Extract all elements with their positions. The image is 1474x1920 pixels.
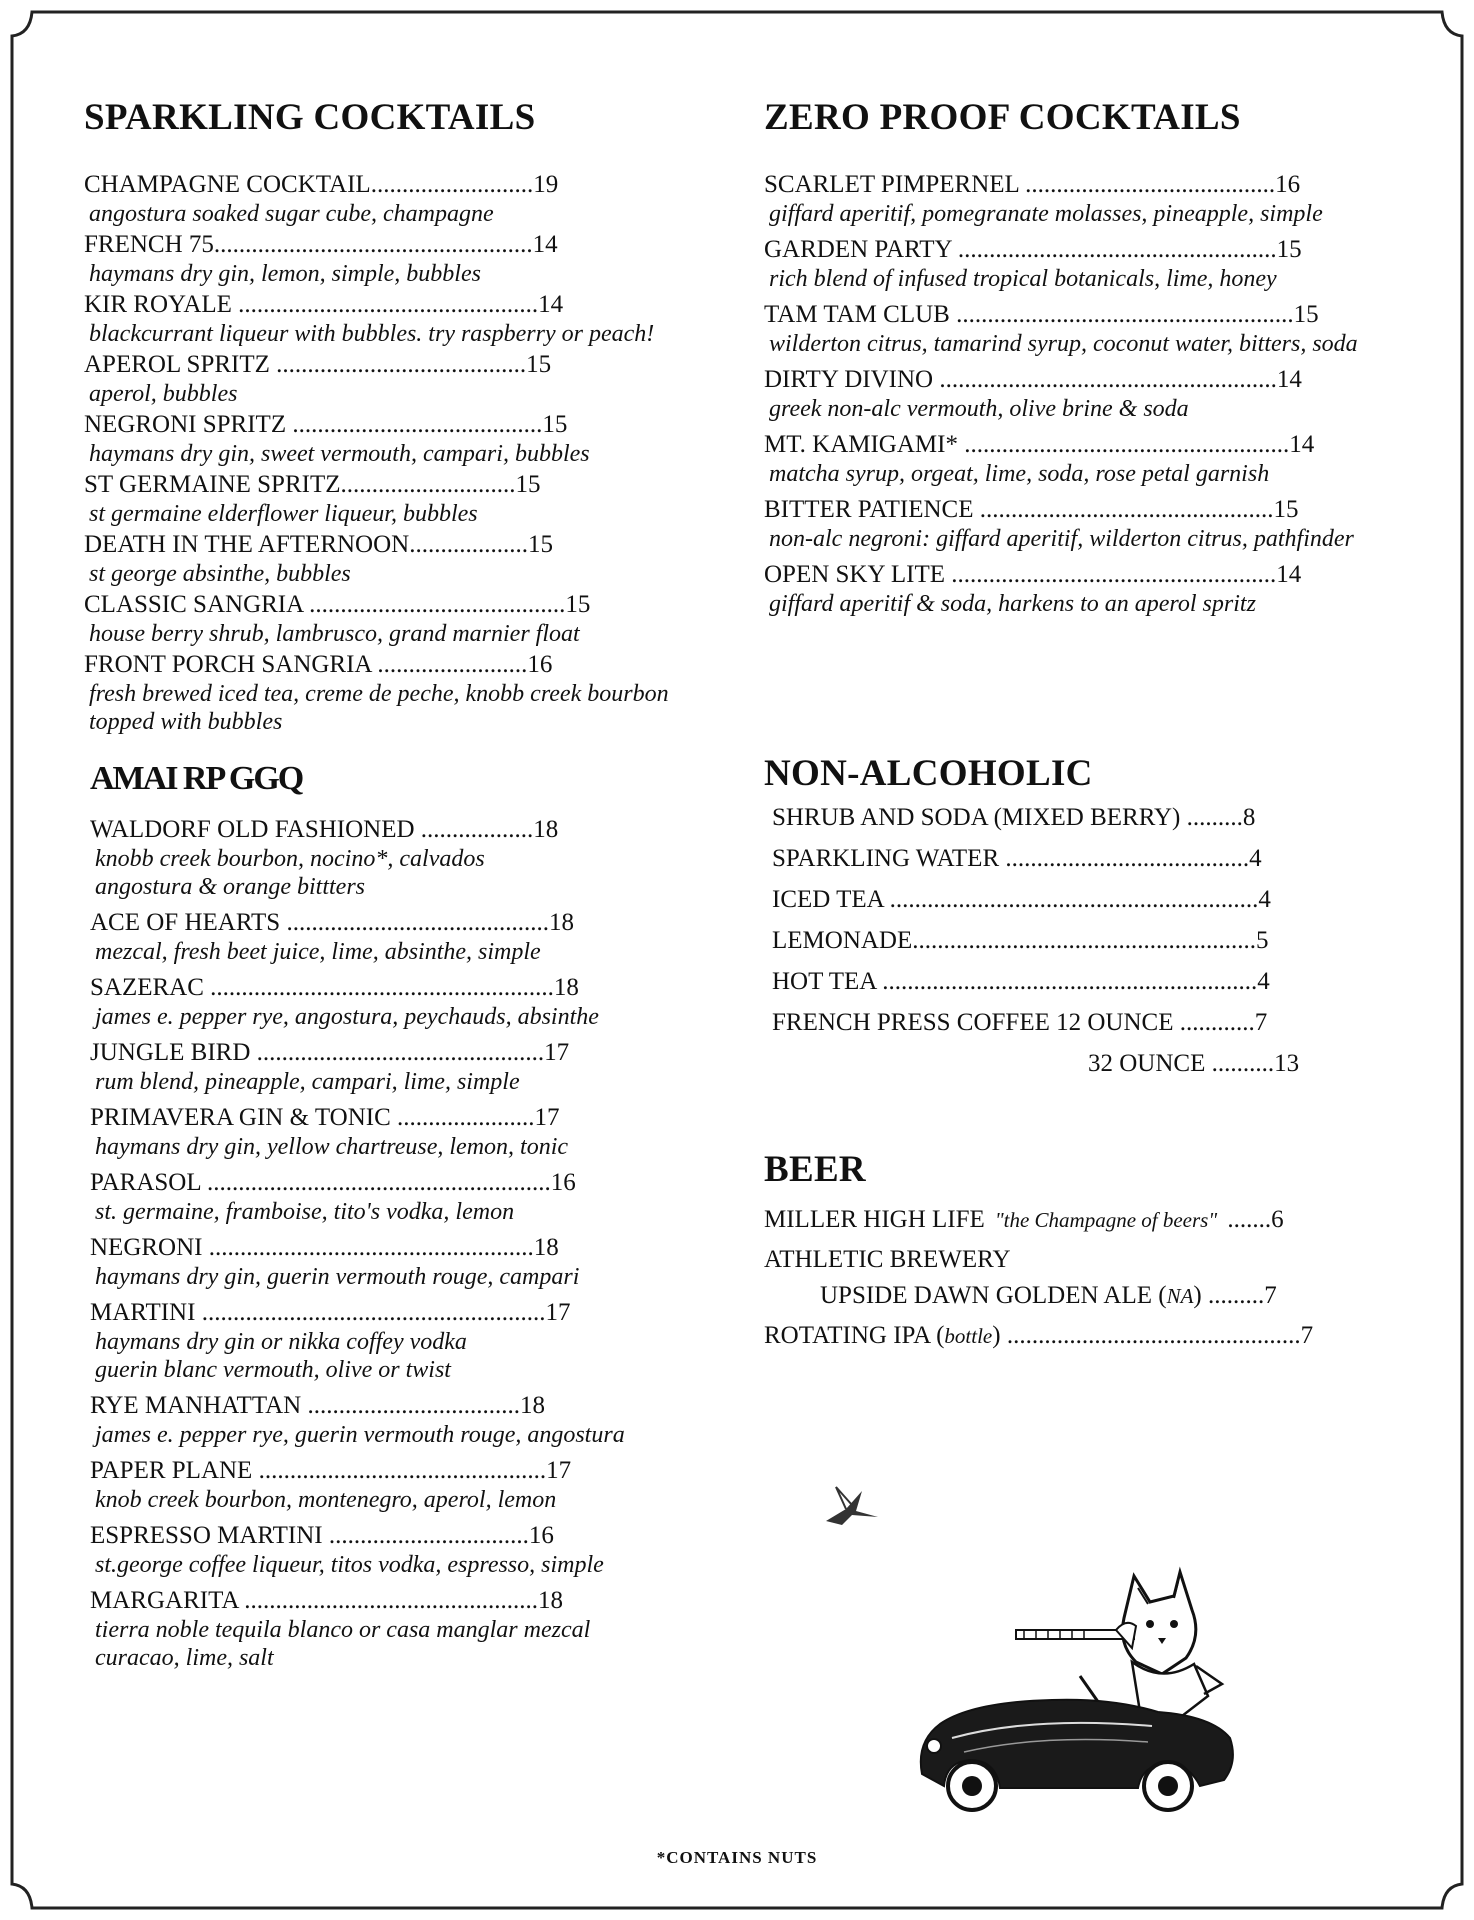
menu-item (90, 1521, 710, 1579)
item-name-line (764, 1245, 1384, 1275)
item-description: topped with bubbles (89, 709, 283, 735)
item-name: SAZERAC (90, 974, 204, 1001)
item-name: MARGARITA (90, 1587, 239, 1614)
item-price: 16 (527, 651, 553, 678)
item-price: 14 (1289, 431, 1315, 458)
item-price: 15 (1273, 496, 1299, 523)
item-description: giffard aperitif, pomegranate molasses, pineapple, simple (769, 201, 1323, 227)
menu-item (764, 560, 1384, 618)
item-name-line (84, 350, 704, 380)
dog-in-car-illustration (912, 1566, 1242, 1816)
item-price: 14 (1276, 561, 1302, 588)
item-name-line (764, 1205, 1384, 1235)
dot-leader: ........................................................... (883, 886, 1259, 913)
item-name-line (764, 430, 1384, 460)
item-name: FRONT PORCH SANGRIA (84, 651, 372, 678)
amaro-cocktails-list (90, 815, 710, 1679)
item-name-line (90, 815, 710, 845)
dot-leader: ............................................... (1000, 1322, 1301, 1349)
menu-item (764, 300, 1384, 358)
dot-leader: ................................................... (213, 231, 533, 258)
item-name-line (764, 560, 1384, 590)
item-name-line (90, 908, 710, 938)
dot-leader: ........................................ (286, 411, 543, 438)
item-description: blackcurrant liqueur with bubbles. try raspberry or peach! (89, 321, 655, 347)
item-price: 15 (565, 591, 591, 618)
item-name-line (84, 650, 704, 680)
item-name: ATHLETIC BREWERY (764, 1246, 1011, 1273)
menu-item (90, 1456, 710, 1514)
item-name: FRENCH PRESS COFFEE 12 OUNCE (772, 1009, 1174, 1036)
dot-leader: ......... (1201, 1282, 1265, 1309)
item-name-line (772, 1008, 1392, 1038)
item-price: 4 (1257, 968, 1270, 995)
dot-leader: ....................................... (999, 845, 1250, 872)
item-name: SHRUB AND SODA (MIXED BERRY) (772, 804, 1181, 831)
item-name: UPSIDE DAWN GOLDEN ALE ( (820, 1282, 1167, 1309)
item-name: KIR ROYALE (84, 291, 232, 318)
item-description: wilderton citrus, tamarind syrup, coconut water, bitters, soda (769, 331, 1358, 357)
item-name-tail: ) (992, 1322, 1001, 1349)
item-name-line (84, 530, 704, 560)
beer-list (764, 1205, 1384, 1361)
item-price: 7 (1300, 1322, 1314, 1349)
dot-leader: ....... (1221, 1206, 1272, 1233)
item-price: 15 (527, 531, 553, 558)
item-description: st george absinthe, bubbles (89, 561, 351, 587)
dot-leader: ............................ (340, 471, 516, 498)
dot-leader: ........................ (371, 651, 528, 678)
beer-heading: BEER (764, 1149, 866, 1190)
menu-item (764, 1321, 1384, 1351)
dot-leader: .................................................... (202, 1234, 534, 1261)
dot-leader: ................................................ (231, 291, 539, 318)
item-price: 7 (1254, 1009, 1268, 1036)
menu-item (90, 815, 710, 901)
menu-item (90, 1586, 710, 1672)
item-description: james e. pepper rye, angostura, peychauds, absinthe (95, 1004, 599, 1030)
menu-item (84, 650, 704, 736)
menu-item (84, 530, 704, 588)
bird-illustration (822, 1483, 882, 1527)
dot-leader: ................................ (322, 1522, 529, 1549)
menu-item (90, 1103, 710, 1161)
item-name: ACE OF HEARTS (90, 909, 281, 936)
dot-leader: ............................................... (973, 496, 1274, 523)
menu-item (772, 803, 1392, 833)
menu-item (772, 926, 1392, 956)
dot-leader: .......... (1205, 1050, 1275, 1077)
menu-item (772, 844, 1392, 874)
item-name-line (90, 1103, 710, 1133)
item-name-line (90, 1168, 710, 1198)
item-description: haymans dry gin, guerin vermouth rouge, campari (95, 1264, 580, 1290)
item-name-line (1088, 1049, 1392, 1079)
dot-leader: .................................................... (957, 431, 1290, 458)
item-name: CHAMPAGNE COCKTAIL (84, 171, 371, 198)
dot-leader: ........................................ (269, 351, 527, 378)
item-name-line (764, 1321, 1384, 1351)
menu-item (772, 885, 1392, 915)
item-description: james e. pepper rye, guerin vermouth rouge, angostura (95, 1422, 625, 1448)
item-name-line (772, 844, 1392, 874)
menu-item (84, 590, 704, 648)
item-name: PRIMAVERA GIN & TONIC (90, 1104, 391, 1131)
item-price: 15 (1293, 301, 1319, 328)
item-name: OPEN SKY LITE (764, 561, 946, 588)
dot-leader: ....................................................... (195, 1299, 546, 1326)
menu-item (84, 290, 704, 348)
item-description: greek non-alc vermouth, olive brine & soda (769, 396, 1189, 422)
dot-leader: ....................................................... (200, 1169, 551, 1196)
item-description: angostura soaked sugar cube, champagne (89, 201, 494, 227)
item-name-line (90, 1521, 710, 1551)
item-description: matcha syrup, orgeat, lime, soda, rose petal garnish (769, 461, 1270, 487)
item-price: 18 (519, 1392, 545, 1419)
item-name: CLASSIC SANGRIA (84, 591, 303, 618)
dot-leader: ............................................... (238, 1587, 539, 1614)
item-name: ST GERMAINE SPRITZ (84, 471, 341, 498)
menu-item (90, 908, 710, 966)
dot-leader: ...................... (390, 1104, 535, 1131)
item-name-line (772, 803, 1392, 833)
dot-leader: .......................................... (280, 909, 549, 936)
item-price: 17 (544, 1039, 570, 1066)
item-price: 16 (1275, 171, 1301, 198)
item-name-line (90, 1038, 710, 1068)
menu-item (764, 1245, 1384, 1275)
item-name-tail: ) (1193, 1282, 1202, 1309)
item-name: SPARKLING WATER (772, 845, 1000, 872)
item-name-line (772, 967, 1392, 997)
item-price: 14 (538, 291, 564, 318)
item-price: 5 (1256, 927, 1269, 954)
dot-leader: ............................................................ (875, 968, 1258, 995)
item-name: MT. KAMIGAMI* (764, 431, 958, 458)
menu-item (764, 235, 1384, 293)
item-name: LEMONADE (772, 927, 913, 954)
item-description: aperol, bubbles (89, 381, 238, 407)
menu-item (84, 350, 704, 408)
contains-nuts-footnote: *CONTAINS NUTS (656, 1848, 818, 1867)
item-price: 18 (533, 1234, 559, 1261)
item-price: 14 (1276, 366, 1302, 393)
non-alcoholic-heading: NON-ALCOHOLIC (764, 753, 1093, 794)
item-name: JUNGLE BIRD (90, 1039, 251, 1066)
menu-item (764, 1205, 1384, 1235)
item-description: angostura & orange bittters (95, 874, 366, 900)
dot-leader: .................. (414, 816, 534, 843)
item-name-line (90, 1586, 710, 1616)
item-name-line (764, 495, 1384, 525)
item-description: st.george coffee liqueur, titos vodka, espresso, simple (95, 1552, 604, 1578)
item-name: MILLER HIGH LIFE (764, 1206, 985, 1233)
item-name: ESPRESSO MARTINI (90, 1522, 323, 1549)
item-name: SCARLET PIMPERNEL (764, 171, 1019, 198)
dot-leader: ...................................................... (933, 366, 1277, 393)
item-description: rum blend, pineapple, campari, lime, simple (95, 1069, 520, 1095)
item-description: st germaine elderflower liqueur, bubbles (89, 501, 478, 527)
amaro-cocktails-heading: AMAI RP GGQ (90, 760, 303, 797)
item-name-line (764, 170, 1384, 200)
item-description: haymans dry gin, lemon, simple, bubbles (89, 261, 481, 287)
item-price: 15 (515, 471, 541, 498)
item-description: knobb creek bourbon, nocino*, calvados (95, 846, 485, 872)
menu-item (90, 1298, 710, 1384)
item-description: rich blend of infused tropical botanicals, lime, honey (769, 266, 1277, 292)
item-description: haymans dry gin, sweet vermouth, campari, bubbles (89, 441, 590, 467)
item-name-line (772, 885, 1392, 915)
item-description: non-alc negroni: giffard aperitif, wilderton citrus, pathfinder (769, 526, 1354, 552)
item-note: bottle (944, 1324, 993, 1348)
dot-leader: .............................................. (252, 1457, 547, 1484)
item-price: 17 (546, 1457, 572, 1484)
item-price: 16 (528, 1522, 554, 1549)
non-alcoholic-list (772, 803, 1392, 1090)
menu-item (90, 1038, 710, 1096)
item-name: DEATH IN THE AFTERNOON (84, 531, 410, 558)
menu-item (764, 365, 1384, 423)
dot-leader: .................................................... (945, 561, 1277, 588)
item-description: knob creek bourbon, montenegro, aperol, lemon (95, 1487, 557, 1513)
item-description: mezcal, fresh beet juice, lime, absinthe, simple (95, 939, 541, 965)
item-name-line (90, 1233, 710, 1263)
dot-leader: ................... (409, 531, 528, 558)
item-price: 18 (533, 816, 559, 843)
menu-item (764, 170, 1384, 228)
menu-item (84, 470, 704, 528)
item-description: haymans dry gin or nikka coffey vodka (95, 1329, 467, 1355)
item-name-line (90, 1298, 710, 1328)
item-price: 15 (1276, 236, 1302, 263)
item-price: 17 (545, 1299, 571, 1326)
item-price: 19 (533, 171, 559, 198)
menu-item (764, 430, 1384, 488)
item-description: guerin blanc vermouth, olive or twist (95, 1357, 451, 1383)
item-name-line (820, 1281, 1384, 1311)
dot-leader: ........................................ (1018, 171, 1276, 198)
item-price: 6 (1271, 1206, 1284, 1233)
item-description: fresh brewed iced tea, creme de peche, knobb creek bourbon (89, 681, 669, 707)
item-name: 32 OUNCE (1088, 1050, 1206, 1077)
dot-leader: ......................................... (302, 591, 566, 618)
menu-item (90, 1233, 710, 1291)
dot-leader: .................................. (301, 1392, 520, 1419)
zero-proof-cocktails-heading: ZERO PROOF COCKTAILS (764, 97, 1241, 138)
menu-item (90, 1391, 710, 1449)
item-name: NEGRONI SPRITZ (84, 411, 287, 438)
zero-proof-cocktails-list (764, 170, 1384, 625)
item-name: PAPER PLANE (90, 1457, 253, 1484)
item-name-line (764, 365, 1384, 395)
item-name-line (84, 230, 704, 260)
item-description: curacao, lime, salt (95, 1645, 274, 1671)
item-price: 4 (1249, 845, 1262, 872)
item-price: 8 (1242, 804, 1256, 831)
item-name-line (90, 973, 710, 1003)
item-name: MARTINI (90, 1299, 196, 1326)
menu-item (772, 1008, 1392, 1038)
menu-item (90, 973, 710, 1031)
dot-leader: ....................................................... (912, 927, 1257, 954)
item-name-line (90, 1391, 710, 1421)
item-name: DIRTY DIVINO (764, 366, 934, 393)
item-name: GARDEN PARTY (764, 236, 952, 263)
item-description: giffard aperitif & soda, harkens to an aperol spritz (769, 591, 1256, 617)
dot-leader: ................................................... (951, 236, 1277, 263)
menu-item (84, 230, 704, 288)
dot-leader: ............ (1173, 1009, 1255, 1036)
item-name-line (84, 410, 704, 440)
dot-leader: .......................... (370, 171, 534, 198)
item-name: WALDORF OLD FASHIONED (90, 816, 415, 843)
item-price: 18 (553, 974, 579, 1001)
item-name-line (90, 1456, 710, 1486)
item-name: ICED TEA (772, 886, 884, 913)
item-name: NEGRONI (90, 1234, 203, 1261)
item-name-line (764, 235, 1384, 265)
item-name: FRENCH 75 (84, 231, 214, 258)
item-note: NA (1166, 1284, 1194, 1308)
item-note: "the Champagne of beers" (994, 1208, 1218, 1232)
item-description: tierra noble tequila blanco or casa manglar mezcal (95, 1617, 591, 1643)
item-price: 17 (534, 1104, 560, 1131)
item-description: house berry shrub, lambrusco, grand marnier float (89, 621, 580, 647)
dot-leader: ....................................................... (203, 974, 554, 1001)
item-name-line (764, 300, 1384, 330)
item-price: 16 (550, 1169, 576, 1196)
menu-item (772, 1049, 1392, 1079)
dot-leader: ......... (1180, 804, 1243, 831)
sparkling-cocktails-heading: SPARKLING COCKTAILS (84, 97, 536, 138)
menu-item (764, 1281, 1384, 1311)
item-price: 18 (538, 1587, 564, 1614)
item-price: 13 (1274, 1050, 1300, 1077)
menu-item (90, 1168, 710, 1226)
item-name: APEROL SPRITZ (84, 351, 270, 378)
item-price: 4 (1258, 886, 1271, 913)
item-name-line (84, 590, 704, 620)
item-price: 18 (548, 909, 574, 936)
item-description: st. germaine, framboise, tito's vodka, lemon (95, 1199, 515, 1225)
sparkling-cocktails-list (84, 170, 704, 738)
menu-item (772, 967, 1392, 997)
item-name: PARASOL (90, 1169, 201, 1196)
item-name: RYE MANHATTAN (90, 1392, 302, 1419)
item-price: 15 (542, 411, 568, 438)
item-price: 14 (532, 231, 558, 258)
item-name: ROTATING IPA ( (764, 1322, 945, 1349)
item-name-line (772, 926, 1392, 956)
dot-leader: .............................................. (250, 1039, 545, 1066)
menu-item (84, 410, 704, 468)
item-name: BITTER PATIENCE (764, 496, 974, 523)
menu-item (84, 170, 704, 228)
item-name-line (84, 290, 704, 320)
item-price: 7 (1264, 1282, 1277, 1309)
item-name-line (84, 470, 704, 500)
menu-item (764, 495, 1384, 553)
item-name-line (84, 170, 704, 200)
dot-leader: ...................................................... (949, 301, 1294, 328)
item-name: HOT TEA (772, 968, 876, 995)
item-description: haymans dry gin, yellow chartreuse, lemon, tonic (95, 1134, 569, 1160)
item-name: TAM TAM CLUB (764, 301, 950, 328)
item-price: 15 (526, 351, 552, 378)
